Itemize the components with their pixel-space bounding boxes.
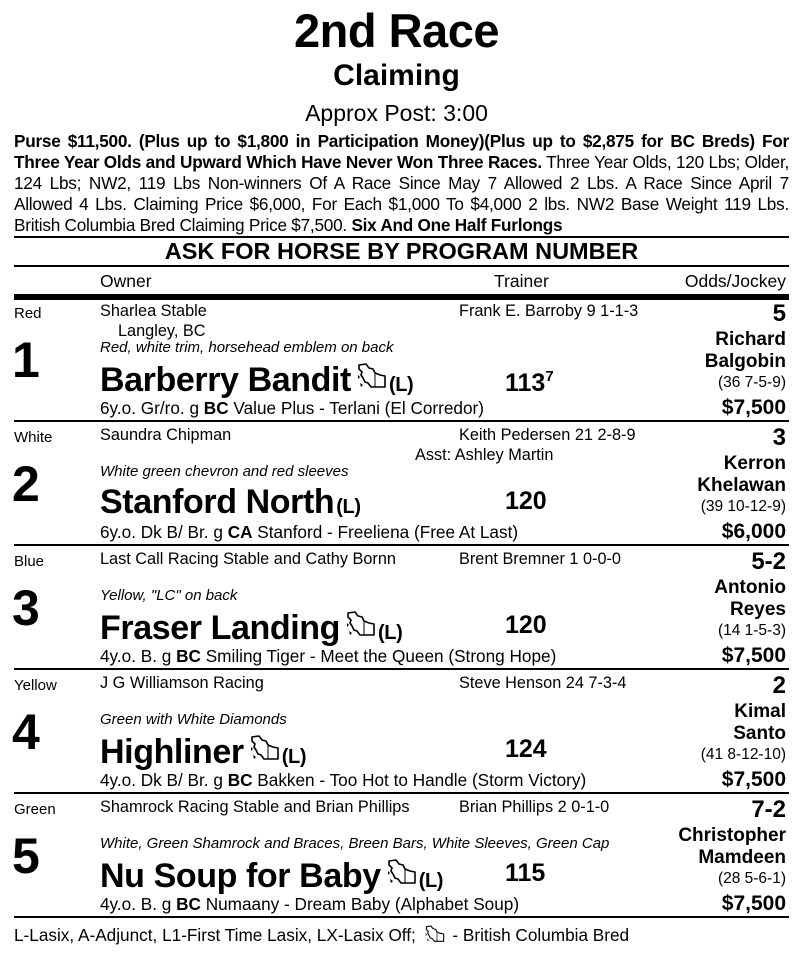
age-color-sex: 4y.o. B. g [100, 894, 177, 914]
jockey-record: (36 7-5-9) [717, 374, 786, 391]
claiming-price: $6,000 [721, 520, 786, 543]
weight [505, 857, 545, 889]
owner-city: Langley, BC [118, 322, 206, 340]
entry-row [0, 297, 793, 421]
weight-value: 120 [505, 487, 547, 515]
british-columbia-map-icon [387, 853, 417, 879]
age-color-sex: 6y.o. Gr/ro. g [100, 398, 204, 418]
horse-name: Stanford North [100, 483, 335, 521]
saddle-cloth-color: White [14, 429, 53, 446]
breeding-line [100, 397, 484, 419]
bred-origin: BC [227, 770, 253, 790]
morning-line-odds: 2 [772, 672, 786, 699]
jockey-last-name: Santo [733, 723, 786, 744]
owner-name: Sharlea Stable [100, 302, 207, 320]
british-columbia-map-icon [250, 729, 280, 755]
jockey-first-name: Kimal [734, 701, 786, 722]
morning-line-odds: 3 [772, 424, 786, 451]
saddle-cloth-color: Red [14, 305, 42, 322]
program-number: 4 [12, 704, 40, 760]
program-number: 2 [12, 456, 40, 512]
weight [505, 485, 547, 517]
entry-row [0, 545, 793, 669]
race-title: 2nd Race [294, 4, 499, 57]
claiming-price: $7,500 [721, 892, 786, 915]
owner-name: J G Williamson Racing [100, 674, 264, 692]
horse-name: Nu Soup for Baby [100, 857, 381, 895]
claiming-price: $7,500 [721, 644, 786, 667]
entry-divider [14, 916, 789, 918]
medication-code: (L) [388, 374, 414, 396]
assistant-trainer: Asst: Ashley Martin [415, 446, 554, 464]
bred-origin: BC [176, 646, 201, 666]
british-columbia-map-icon [346, 605, 376, 631]
horse-name: Highliner [100, 733, 244, 771]
british-columbia-map-icon [425, 925, 445, 943]
weight-value: 120 [505, 611, 547, 639]
race-conditions [14, 131, 789, 236]
conditions-weights: Three Year Olds, 120 Lbs; Older, 124 Lbs; NW2, 119 Lbs Non-winners Of A Race Since May 7 Allowed 2 Lbs. A Race Since April 7 Allowed 4 Lbs. Claiming Price $6,000, For Each $1,000 To $4,000 2 lbs. NW2 Base Weight 119 Lbs. British Columbia Bred Claiming Price $7,500. [14, 152, 789, 235]
footer-legend [14, 923, 629, 947]
medication-legend: L-Lasix, A-Adjunct, L1-First Time Lasix, LX-Lasix Off; [14, 925, 421, 945]
saddle-cloth-color: Green [14, 801, 56, 818]
breeding-line [100, 645, 556, 667]
bred-origin: BC [203, 398, 229, 418]
british-columbia-map-icon [357, 357, 387, 383]
silks-description: White green chevron and red sleeves [100, 463, 349, 480]
weight [505, 733, 547, 765]
claiming-price: $7,500 [721, 768, 786, 791]
silks-description: Green with White Diamonds [100, 711, 287, 728]
apprentice-allowance: 7 [545, 368, 554, 385]
morning-line-odds: 7-2 [751, 796, 786, 823]
horse-name: Fraser Landing [100, 609, 341, 647]
weight [505, 609, 547, 641]
divider [14, 265, 789, 267]
jockey-record: (41 8-12-10) [700, 746, 786, 763]
entry-row [0, 793, 793, 917]
jockey-last-name: Balgobin [704, 351, 786, 372]
horse-name: Barberry Bandit [100, 361, 351, 399]
program-number: 5 [12, 828, 40, 884]
conditions-distance: Six And One Half Furlongs [351, 215, 563, 235]
pedigree: Bakken - Too Hot to Handle (Storm Victory) [252, 770, 587, 790]
breeding-line [100, 521, 518, 543]
medication-code: (L) [336, 496, 361, 518]
pedigree: Numaany - Dream Baby (Alphabet Soup) [200, 894, 520, 914]
medication-code: (L) [281, 746, 307, 768]
post-time: Approx Post: 3:00 [305, 100, 488, 126]
jockey-first-name: Richard [715, 329, 786, 350]
pedigree: Stanford - Freeliena (Free At Last) [252, 522, 519, 542]
silks-description: Yellow, "LC" on back [100, 587, 238, 604]
entry-row [0, 669, 793, 793]
bc-bred-legend: - British Columbia Bred [447, 925, 630, 945]
jockey-record: (39 10-12-9) [700, 498, 786, 515]
column-odds-jockey: Odds/Jockey [684, 271, 786, 291]
jockey-first-name: Christopher [678, 825, 786, 846]
weight-value: 115 [505, 859, 546, 887]
pedigree: Smiling Tiger - Meet the Queen (Strong Hope) [200, 646, 557, 666]
race-type: Claiming [333, 59, 460, 92]
morning-line-odds: 5-2 [751, 548, 786, 575]
owner-name: Saundra Chipman [100, 426, 232, 444]
trainer-name: Steve Henson 24 7-3-4 [459, 674, 627, 692]
age-color-sex: 6y.o. Dk B/ Br. g [100, 522, 228, 542]
pedigree: Value Plus - Terlani (El Corredor) [228, 398, 484, 418]
silks-description: White, Green Shamrock and Braces, Breen Bars, White Sleeves, Green Cap [100, 835, 610, 852]
column-owner: Owner [100, 271, 152, 291]
morning-line-odds: 5 [772, 300, 786, 327]
jockey-first-name: Antonio [714, 577, 786, 598]
breeding-line [100, 893, 519, 915]
bred-origin: CA [227, 522, 253, 542]
owner-name: Last Call Racing Stable and Cathy Bornn [100, 550, 396, 568]
trainer-name: Frank E. Barroby 9 1-1-3 [459, 302, 639, 320]
jockey-last-name: Khelawan [697, 475, 786, 496]
trainer-name: Keith Pedersen 21 2-8-9 [459, 426, 636, 444]
jockey-first-name: Kerron [723, 453, 786, 474]
column-trainer: Trainer [494, 271, 549, 291]
trainer-name: Brent Bremner 1 0-0-0 [459, 550, 621, 568]
bred-origin: BC [176, 894, 201, 914]
medication-code: (L) [378, 622, 403, 644]
program-number: 1 [12, 332, 40, 388]
medication-code: (L) [418, 870, 444, 892]
program-number: 3 [12, 580, 40, 636]
saddle-cloth-color: Blue [14, 553, 45, 570]
silks-description: Red, white trim, horsehead emblem on back [100, 339, 394, 356]
jockey-record: (28 5-6-1) [717, 870, 786, 887]
trainer-name: Brian Phillips 2 0-1-0 [459, 798, 610, 816]
jockey-record: (14 1-5-3) [717, 622, 786, 639]
ask-banner: ASK FOR HORSE BY PROGRAM NUMBER [164, 238, 639, 264]
weight-value: 124 [505, 735, 547, 763]
weight-value: 113 [505, 369, 546, 397]
age-color-sex: 4y.o. Dk B/ Br. g [100, 770, 228, 790]
conditions-purse: Purse $11,500. (Plus up to $1,800 in Participation Money)(Plus up to $2,875 for BC Breds) For Three Year Olds and Upward Which Have Never Won Three Races. [14, 131, 789, 172]
age-color-sex: 4y.o. B. g [100, 646, 177, 666]
breeding-line [100, 769, 586, 791]
saddle-cloth-color: Yellow [14, 677, 57, 694]
entry-row [0, 421, 793, 545]
weight [505, 361, 554, 399]
jockey-last-name: Mamdeen [698, 847, 786, 868]
owner-name: Shamrock Racing Stable and Brian Phillips [100, 798, 410, 816]
jockey-last-name: Reyes [730, 599, 786, 620]
claiming-price: $7,500 [721, 396, 786, 419]
